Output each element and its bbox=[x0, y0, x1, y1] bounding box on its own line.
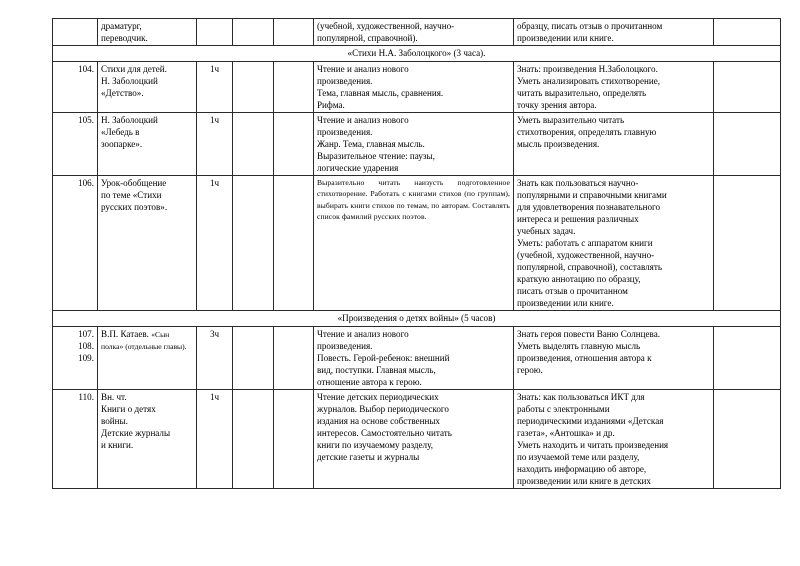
requirements-line: (учебной, художественной, научно- bbox=[517, 250, 655, 260]
cell-date-plan bbox=[233, 390, 274, 489]
cell-number bbox=[53, 62, 98, 113]
section-header-war-children: «Произведения о детях войны» (5 часов) bbox=[53, 311, 781, 327]
requirements-line: популярной, справочной), составлять bbox=[517, 262, 662, 272]
requirements-line: популярными и справочными книгами bbox=[517, 190, 667, 200]
cell-date-plan bbox=[233, 176, 274, 311]
lesson-number: 105. bbox=[78, 115, 94, 125]
table-section-row bbox=[53, 46, 781, 62]
cell-hours: 1ч bbox=[197, 176, 233, 311]
content-line: Рифма. bbox=[317, 100, 345, 110]
topic-line: Урок-обобщение bbox=[101, 178, 167, 188]
cell-date-fact bbox=[274, 176, 314, 311]
requirements-line: Знать как пользоваться научно- bbox=[517, 178, 639, 188]
requirements-line: Знать героя повести Ваню Солнцева. bbox=[517, 329, 661, 339]
cell-hours: 1ч bbox=[197, 62, 233, 113]
requirements-line: произведении или книге в детских bbox=[517, 476, 651, 486]
table-row bbox=[53, 390, 781, 489]
cell-date-fact bbox=[274, 327, 314, 390]
lesson-plan-table bbox=[52, 18, 781, 489]
requirements-line: работы с электронными bbox=[517, 404, 610, 414]
lesson-number: 107. bbox=[78, 329, 94, 339]
cell-date-fact bbox=[274, 19, 314, 46]
requirements-line: произведении или книге. bbox=[517, 33, 614, 43]
content-line: произведения. bbox=[317, 76, 373, 86]
requirements-line: точку зрения автора. bbox=[517, 100, 597, 110]
topic-line: Детские журналы bbox=[101, 428, 171, 438]
cell-note bbox=[714, 327, 781, 390]
lesson-number: 106. bbox=[78, 178, 94, 188]
cell-topic bbox=[98, 113, 197, 176]
table-row bbox=[53, 62, 781, 113]
cell-topic bbox=[98, 390, 197, 489]
requirements-line: читать выразительно, определять bbox=[517, 88, 647, 98]
section-header-zabolotsky: «Стихи Н.А. Заболоцкого» (3 часа). bbox=[53, 46, 781, 62]
table-section-row bbox=[53, 311, 781, 327]
topic-line: зоопарке». bbox=[101, 139, 143, 149]
content-line: книги по изучаемому разделу, bbox=[317, 440, 433, 450]
cell-note bbox=[714, 19, 781, 46]
requirements-line: краткую аннотацию по образцу, bbox=[517, 274, 641, 284]
table-row bbox=[53, 19, 781, 46]
content-line: Повесть. Герой-ребенок: внешний bbox=[317, 353, 450, 363]
cell-date-fact bbox=[274, 113, 314, 176]
topic-work: «Сын полка» (отдельные главы). bbox=[101, 330, 187, 352]
cell-requirements bbox=[514, 390, 714, 489]
cell-hours: 1ч bbox=[197, 390, 233, 489]
content-line: отношение автора к герою. bbox=[317, 377, 422, 387]
topic-line: по теме «Стихи bbox=[101, 190, 162, 200]
cell-content bbox=[314, 113, 514, 176]
cell-hours bbox=[197, 19, 233, 46]
cell-content bbox=[314, 62, 514, 113]
content-line: Выразительное чтение: паузы, bbox=[317, 151, 435, 161]
content-line: Жанр. Тема, главная мысль. bbox=[317, 139, 425, 149]
topic-author: В.П. Катаев. bbox=[101, 329, 152, 339]
content-line: журналов. Выбор периодического bbox=[317, 404, 449, 414]
cell-date-plan bbox=[233, 327, 274, 390]
requirements-line: писать отзыв о прочитанном bbox=[517, 286, 628, 296]
topic-line: переводчик. bbox=[101, 33, 148, 43]
requirements-line: для удовлетворения познавательного bbox=[517, 202, 661, 212]
topic-line: Книги о детях bbox=[101, 404, 156, 414]
cell-topic bbox=[98, 327, 197, 390]
cell-topic bbox=[98, 176, 197, 311]
content-line: произведения. bbox=[317, 127, 373, 137]
topic-line: русских поэтов». bbox=[101, 202, 168, 212]
requirements-line: периодическими изданиями «Детская bbox=[517, 416, 664, 426]
requirements-line: интереса и решения различных bbox=[517, 214, 639, 224]
lesson-number: 110. bbox=[78, 392, 94, 402]
requirements-line: Уметь выразительно читать bbox=[517, 115, 625, 125]
requirements-line: по изучаемой теме или разделу, bbox=[517, 452, 640, 462]
content-line: интересов. Самостоятельно читать bbox=[317, 428, 452, 438]
content-line: (учебной, художественной, научно- bbox=[317, 21, 455, 31]
content-line: Чтение и анализ нового bbox=[317, 64, 409, 74]
requirements-line: учебных задач. bbox=[517, 226, 576, 236]
cell-topic bbox=[98, 62, 197, 113]
requirements-line: стихотворения, определять главную bbox=[517, 127, 657, 137]
table-row bbox=[53, 113, 781, 176]
requirements-line: находить информацию об авторе, bbox=[517, 464, 647, 474]
content-line: популярной, справочной). bbox=[317, 33, 418, 43]
requirements-line: Уметь анализировать стихотворение, bbox=[517, 76, 661, 86]
cell-requirements bbox=[514, 113, 714, 176]
content-line: Чтение и анализ нового bbox=[317, 329, 409, 339]
content-line: Чтение детских периодических bbox=[317, 392, 439, 402]
cell-date-fact bbox=[274, 62, 314, 113]
cell-note bbox=[714, 62, 781, 113]
cell-date-plan bbox=[233, 19, 274, 46]
cell-content bbox=[314, 327, 514, 390]
topic-line: Н. Заболоцкий bbox=[101, 115, 158, 125]
cell-topic bbox=[98, 19, 197, 46]
cell-content bbox=[314, 19, 514, 46]
topic-line: Стихи для детей. bbox=[101, 64, 167, 74]
topic-line: Вн. чт. bbox=[101, 392, 127, 402]
requirements-line: произведении или книге. bbox=[517, 298, 614, 308]
cell-date-fact bbox=[274, 390, 314, 489]
cell-note bbox=[714, 390, 781, 489]
cell-date-plan bbox=[233, 62, 274, 113]
lesson-number: 104. bbox=[78, 64, 94, 74]
requirements-line: Уметь: работать с аппаратом книги bbox=[517, 238, 653, 248]
requirements-line: Знать: как пользоваться ИКТ для bbox=[517, 392, 645, 402]
content-line: логические ударения bbox=[317, 163, 399, 173]
requirements-line: Знать: произведения Н.Заболоцкого. bbox=[517, 64, 658, 74]
lesson-number: 108. bbox=[78, 341, 94, 351]
topic-line: Н. Заболоцкий bbox=[101, 76, 158, 86]
lesson-number: 109. bbox=[78, 353, 94, 363]
requirements-line: газета», «Антошка» и др. bbox=[517, 428, 615, 438]
cell-number bbox=[53, 113, 98, 176]
cell-number bbox=[53, 390, 98, 489]
topic-line: «Детство». bbox=[101, 88, 144, 98]
content-line: издания на основе собственных bbox=[317, 416, 440, 426]
cell-note bbox=[714, 113, 781, 176]
requirements-line: мысль произведения. bbox=[517, 139, 600, 149]
content-line: произведения. bbox=[317, 341, 373, 351]
requirements-line: произведения, отношения автора к bbox=[517, 353, 652, 363]
content-line: вид, поступки. Главная мысль, bbox=[317, 365, 436, 375]
cell-content bbox=[314, 176, 514, 311]
cell-hours: 1ч bbox=[197, 113, 233, 176]
cell-number bbox=[53, 327, 98, 390]
cell-requirements bbox=[514, 19, 714, 46]
cell-number bbox=[53, 19, 98, 46]
table-row bbox=[53, 327, 781, 390]
topic-line: драматург, bbox=[101, 21, 142, 31]
topic-line: войны. bbox=[101, 416, 128, 426]
table-row bbox=[53, 176, 781, 311]
cell-content bbox=[314, 390, 514, 489]
cell-number bbox=[53, 176, 98, 311]
topic-line: «Лебедь в bbox=[101, 127, 140, 137]
cell-hours: 3ч bbox=[197, 327, 233, 390]
cell-requirements bbox=[514, 62, 714, 113]
requirements-line: герою. bbox=[517, 365, 543, 375]
cell-date-plan bbox=[233, 113, 274, 176]
cell-requirements bbox=[514, 176, 714, 311]
content-line: Чтение и анализ нового bbox=[317, 115, 409, 125]
content-line: Тема, главная мысль, сравнения. bbox=[317, 88, 444, 98]
topic-line: и книги. bbox=[101, 440, 134, 450]
requirements-line: образцу, писать отзыв о прочитанном bbox=[517, 21, 663, 31]
cell-requirements bbox=[514, 327, 714, 390]
requirements-line: Уметь находить и читать произведения bbox=[517, 440, 669, 450]
requirements-line: Уметь выделять главную мысль bbox=[517, 341, 641, 351]
content-line: детские газеты и журналы bbox=[317, 452, 420, 462]
content-paragraph: Выразительно читать наизусть подготовленное стихотворение. Работать с книгами стихов (по группам), выбирать книги стихов по темам, по авторам. Составлять список фамилий русских поэтов. bbox=[317, 178, 510, 222]
cell-note bbox=[714, 176, 781, 311]
